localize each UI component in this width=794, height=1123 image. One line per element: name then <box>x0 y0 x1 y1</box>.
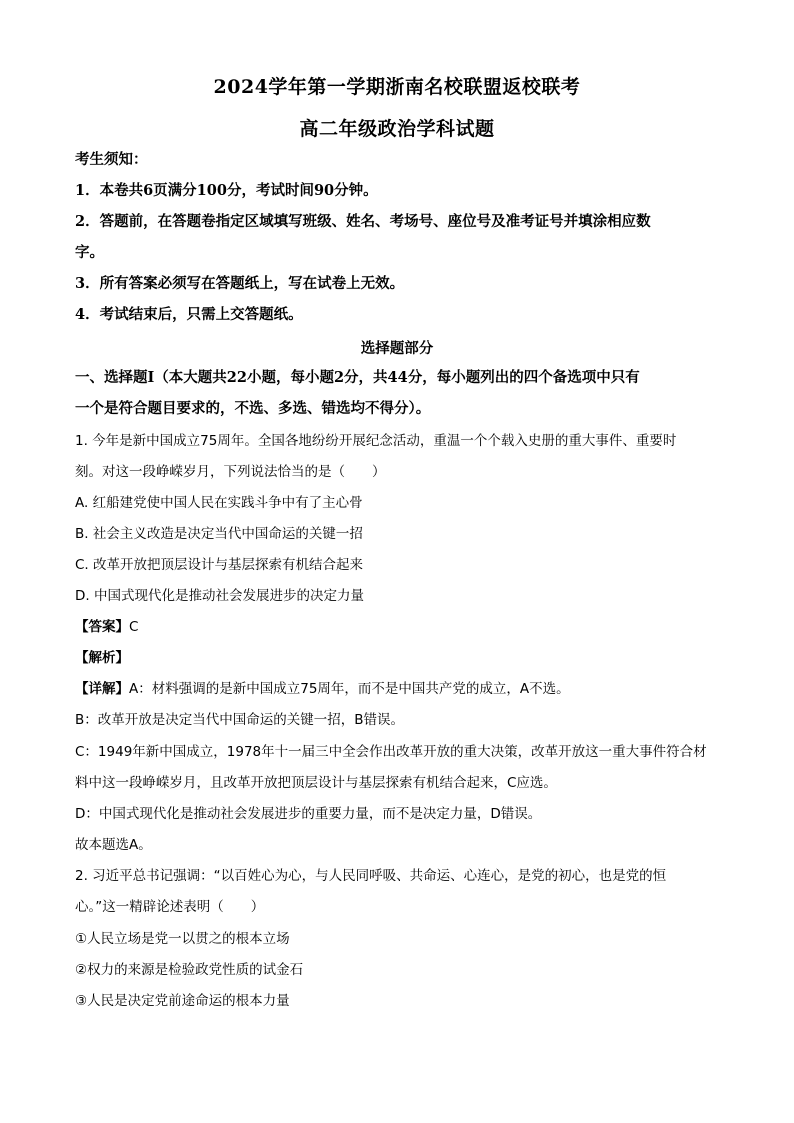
analysis-label: 【解析】 <box>75 650 129 666</box>
notice-heading: 考生须知： <box>75 151 148 168</box>
notice-item-4: 4．考试结束后，只需上交答题纸。 <box>75 306 303 323</box>
q1-answer <box>75 617 138 637</box>
q2-stem-cont: 心。”这一精辟论述表明（ ） <box>75 899 265 915</box>
detail-label: 【详解】 <box>75 681 129 697</box>
answer-value: C <box>129 619 139 635</box>
q1-option-c: C. 改革开放把顶层设计与基层探索有机结合起来 <box>75 557 364 573</box>
q1-analysis-label <box>75 648 129 668</box>
q1-option-a: A. 红船建党使中国人民在实践斗争中有了主心骨 <box>75 495 363 511</box>
q1-conclusion: 故本题选A。 <box>75 837 152 853</box>
section-heading: 选择题部分 <box>360 340 434 357</box>
q2-stem: 2. 习近平总书记强调：“以百姓心为心，与人民同呼吸、共命运、心连心，是党的初心，也是党的恒 <box>75 868 667 884</box>
q2-item-1: ①人民立场是党一以贯之的根本立场 <box>75 931 290 947</box>
q2-item-3: ③人民是决定党前途命运的根本力量 <box>75 993 290 1009</box>
notice-item-3: 3．所有答案必须写在答题纸上，写在试卷上无效。 <box>75 275 405 292</box>
section-intro-cont: 一个是符合题目要求的，不选、多选、错选均不得分）。 <box>75 400 431 417</box>
notice-item-2-cont: 字。 <box>75 244 104 261</box>
q1-detail-a <box>75 679 570 699</box>
q1-stem: 1. 今年是新中国成立75周年。全国各地纷纷开展纪念活动，重温一个个载入史册的重大事件、重要时 <box>75 433 677 449</box>
q1-detail-d: D：中国式现代化是推动社会发展进步的重要力量，而不是决定力量，D错误。 <box>75 806 542 822</box>
answer-label: 【答案】 <box>75 619 129 635</box>
section-intro: 一、选择题Ⅰ（本大题共22小题，每小题2分，共44分，每小题列出的四个备选项中只有 <box>75 369 640 386</box>
detail-a-text: A：材料强调的是新中国成立75周年，而不是中国共产党的成立，A不选。 <box>129 681 570 697</box>
q1-detail-c-cont: 料中这一段峥嵘岁月，且改革开放把顶层设计与基层探索有机结合起来，C应选。 <box>75 775 557 791</box>
notice-item-2: 2．答题前，在答题卷指定区域填写班级、姓名、考场号、座位号及准考证号并填涂相应数 <box>75 213 651 230</box>
q1-option-d: D. 中国式现代化是推动社会发展进步的决定力量 <box>75 588 364 604</box>
q1-stem-cont: 刻。对这一段峥嵘岁月，下列说法恰当的是（ ） <box>75 464 386 480</box>
q1-detail-b: B：改革开放是决定当代中国命运的关键一招，B错误。 <box>75 712 405 728</box>
q2-item-2: ②权力的来源是检验政党性质的试金石 <box>75 962 304 978</box>
q1-detail-c: C：1949年新中国成立，1978年十一届三中全会作出改革开放的重大决策，改革开放这一重大事件符合材 <box>75 744 707 760</box>
notice-item-1: 1．本卷共6页满分100分，考试时间90分钟。 <box>75 182 378 199</box>
exam-subtitle: 高二年级政治学科试题 <box>299 118 495 140</box>
q1-option-b: B. 社会主义改造是决定当代中国命运的关键一招 <box>75 526 363 542</box>
exam-title: 2024学年第一学期浙南名校联盟返校联考 <box>213 76 581 98</box>
